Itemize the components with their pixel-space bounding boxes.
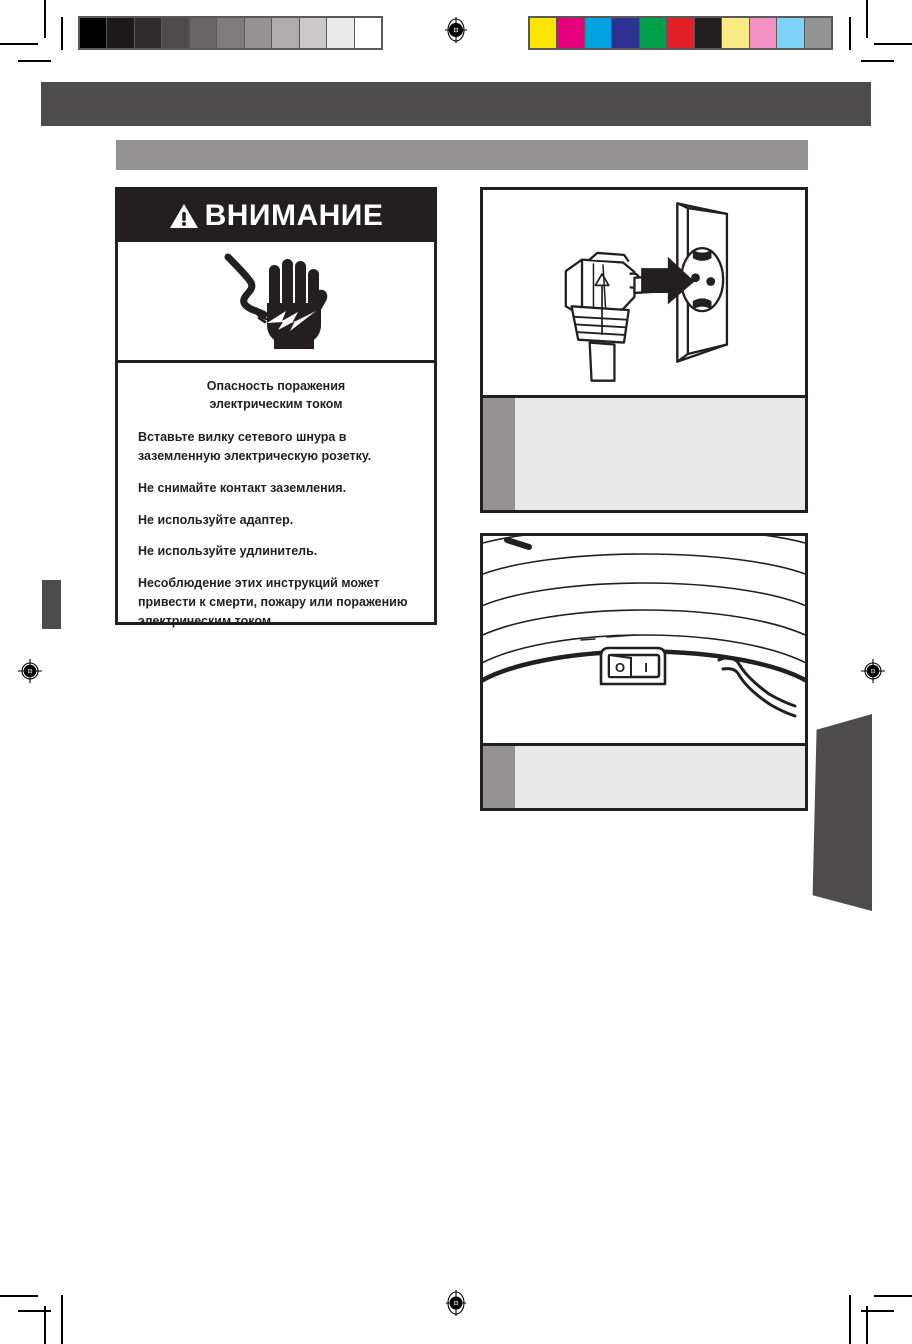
appliance-base-rocker-switch-icon — [483, 536, 805, 743]
grayscale-swatch-9 — [327, 18, 354, 48]
page-header-band — [41, 82, 871, 126]
illustration-panel-plug — [480, 187, 808, 513]
grayscale-calibration-strip — [78, 16, 383, 50]
color-swatch-5 — [667, 18, 694, 48]
registration-target-icon-bottom — [443, 1290, 469, 1316]
crop-mark-top-left-horizontal — [0, 43, 38, 45]
warning-hazard-heading — [138, 377, 414, 413]
crop-mark-top-left-vertical — [44, 0, 46, 38]
grayscale-swatch-3 — [162, 18, 189, 48]
illustration-art-plug — [483, 190, 805, 398]
section-title-band — [116, 140, 808, 170]
registration-target-icon-top — [443, 17, 469, 43]
warning-pictogram-box — [118, 242, 434, 363]
grayscale-swatch-4 — [190, 18, 217, 48]
crop-mark-top-left-horizontal-inner — [18, 60, 51, 62]
color-swatch-3 — [612, 18, 639, 48]
caption-band — [483, 398, 805, 510]
warning-header — [118, 190, 434, 242]
warning-hazard-heading-line1: Опасность поражения — [206, 379, 346, 393]
crop-mark-bottom-left-vertical — [61, 1295, 63, 1344]
warning-instruction: Не используйте удлинитель. — [138, 544, 318, 559]
grayscale-swatch-0 — [80, 18, 107, 48]
warning-instruction: Вставьте вилку сетевого шнура в заземленную электрическую розетку. — [138, 430, 372, 463]
crop-mark-bottom-right-horizontal-inner — [874, 1295, 912, 1297]
crop-mark-top-right-vertical-inner — [849, 17, 851, 50]
crop-mark-bottom-right-vertical-inner — [866, 1306, 868, 1344]
crop-mark-top-left-vertical-inner — [61, 17, 63, 50]
registration-target-icon-right — [860, 658, 886, 684]
switch-on-label: I — [644, 660, 648, 675]
crop-mark-bottom-left-horizontal — [18, 1310, 51, 1312]
caption-band — [483, 746, 805, 808]
grayscale-swatch-1 — [107, 18, 134, 48]
warning-triangle-icon — [169, 202, 199, 230]
color-calibration-strip — [528, 16, 833, 50]
switch-off-label: O — [614, 660, 626, 675]
page-thumb-tab-right — [806, 714, 872, 911]
color-swatch-0 — [530, 18, 557, 48]
warning-instruction: Не снимайте контакт заземления. — [138, 480, 347, 495]
color-swatch-7 — [722, 18, 749, 48]
grayscale-swatch-5 — [217, 18, 244, 48]
illustration-panel-switch — [480, 533, 808, 811]
illustration-art-switch — [483, 536, 805, 746]
caption-step-number — [483, 746, 515, 808]
color-swatch-8 — [750, 18, 777, 48]
warning-panel — [115, 187, 437, 628]
color-swatch-10 — [805, 18, 831, 48]
caption-step-text — [515, 746, 805, 808]
color-swatch-1 — [557, 18, 584, 48]
grayscale-swatch-6 — [245, 18, 272, 48]
grayscale-swatch-8 — [300, 18, 327, 48]
crop-mark-bottom-right-vertical — [849, 1295, 851, 1344]
caption-step-text — [515, 398, 805, 510]
crop-mark-bottom-left-vertical-inner — [44, 1306, 46, 1344]
grayscale-swatch-2 — [135, 18, 162, 48]
color-swatch-2 — [585, 18, 612, 48]
crop-mark-top-right-horizontal-inner — [861, 60, 894, 62]
electric-shock-hand-icon — [212, 251, 340, 351]
registration-target-icon-left — [17, 658, 43, 684]
grayscale-swatch-7 — [272, 18, 299, 48]
warning-instruction: Несоблюдение этих инструкций может привести к смерти, пожару или поражению электрическим током. — [138, 576, 408, 628]
crop-mark-top-right-horizontal — [874, 43, 912, 45]
grayscale-swatch-10 — [355, 18, 381, 48]
crop-mark-bottom-left-horizontal-inner — [0, 1295, 38, 1297]
page-thumb-tab-left — [42, 580, 61, 629]
color-swatch-6 — [695, 18, 722, 48]
warning-body — [118, 363, 434, 640]
color-swatch-4 — [640, 18, 667, 48]
power-plug-and-wall-socket-icon — [483, 190, 805, 395]
crop-mark-top-right-vertical — [866, 0, 868, 38]
color-swatch-9 — [777, 18, 804, 48]
warning-instruction: Не используйте адаптер. — [138, 512, 294, 527]
caption-step-number — [483, 398, 515, 510]
warning-hazard-heading-line2: электрическим током — [209, 397, 343, 412]
warning-signal-word: ВНИМАНИЕ — [204, 199, 384, 232]
